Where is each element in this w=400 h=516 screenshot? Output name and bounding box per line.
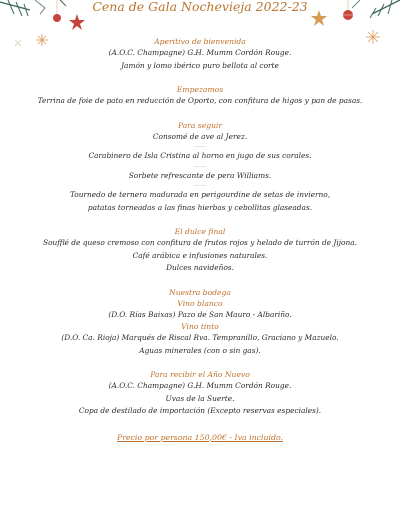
divider: ——	[194, 143, 206, 150]
menu-item: Terrina de foie de pato en reducción de Oporto, con confitura de higos y pan de pasas.	[37, 96, 363, 105]
menu-item: Soufflé de queso cremoso con confitura de frutos rojos y helado de turrón de Jijona.	[43, 238, 357, 247]
subheading-vino-blanco: Vino blanco	[177, 298, 223, 308]
menu-item: Carabinero de Isla Cristina al horno en jugo de sus corales.	[88, 151, 312, 160]
section-heading-bodega: Nuestra bodega	[169, 287, 231, 297]
price-line: Precio por persona 150,00€ - Iva incluido.	[116, 432, 284, 442]
menu-item: Sorbete refrescante de pera Williams.	[128, 170, 272, 180]
menu-item: Tournedo de ternera madurada en perigourdine de setas de invierno,	[69, 190, 331, 199]
menu-title: Cena de Gala Nochevieja 2022-23	[92, 0, 308, 14]
divider: ——	[194, 162, 206, 170]
menu-item: Uvas de la Suerte.	[165, 393, 235, 403]
subheading-vino-tinto: Vino tinto	[181, 322, 219, 331]
menu-item: (A.O.C. Champagne) G.H. Mumm Cordón Rouge.	[108, 381, 292, 390]
section-heading-dulce-final: El dulce final	[174, 227, 226, 236]
menu-item: Consomé de ave al Jerez.	[152, 131, 248, 141]
menu-item: (D.O. Ca. Rioja) Marqués de Riscal Rva. Tempranillo, Graciano y Mazuelo.	[61, 333, 339, 342]
menu-item: Café arábica e infusiones naturales.	[132, 250, 268, 260]
menu-item: Aguas minerales (con o sin gas).	[139, 345, 261, 355]
section-heading-para-seguir: Para seguir	[177, 120, 223, 130]
section-heading-aperitivo: Aperitivo de bienvenida	[154, 37, 246, 46]
section-heading-ano-nuevo: Para recibir el Año Nuevo	[150, 370, 250, 379]
ornament-star-left-icon	[69, 14, 85, 30]
menu-item: Dulces navideños.	[166, 263, 234, 272]
divider: ——	[194, 182, 206, 189]
menu-item: patatas torneadas a las finas hierbas y cebollitas glaseadas.	[87, 202, 313, 212]
menu-item: Jamón y lomo ibérico puro bellota al corte	[121, 60, 279, 70]
menu-item: Copa de destilado de importación (Excepto reservas especiales).	[78, 406, 322, 415]
menu-body	[0, 36, 400, 443]
section-heading-empezamos: Empezamos	[176, 85, 224, 94]
menu-item: (D.O. Rías Baixas) Pazo de San Mauro - Albariño.	[108, 309, 292, 319]
menu-item: (A.O.C. Champagne) G.H. Mumm Cordón Rouge.	[108, 48, 292, 57]
